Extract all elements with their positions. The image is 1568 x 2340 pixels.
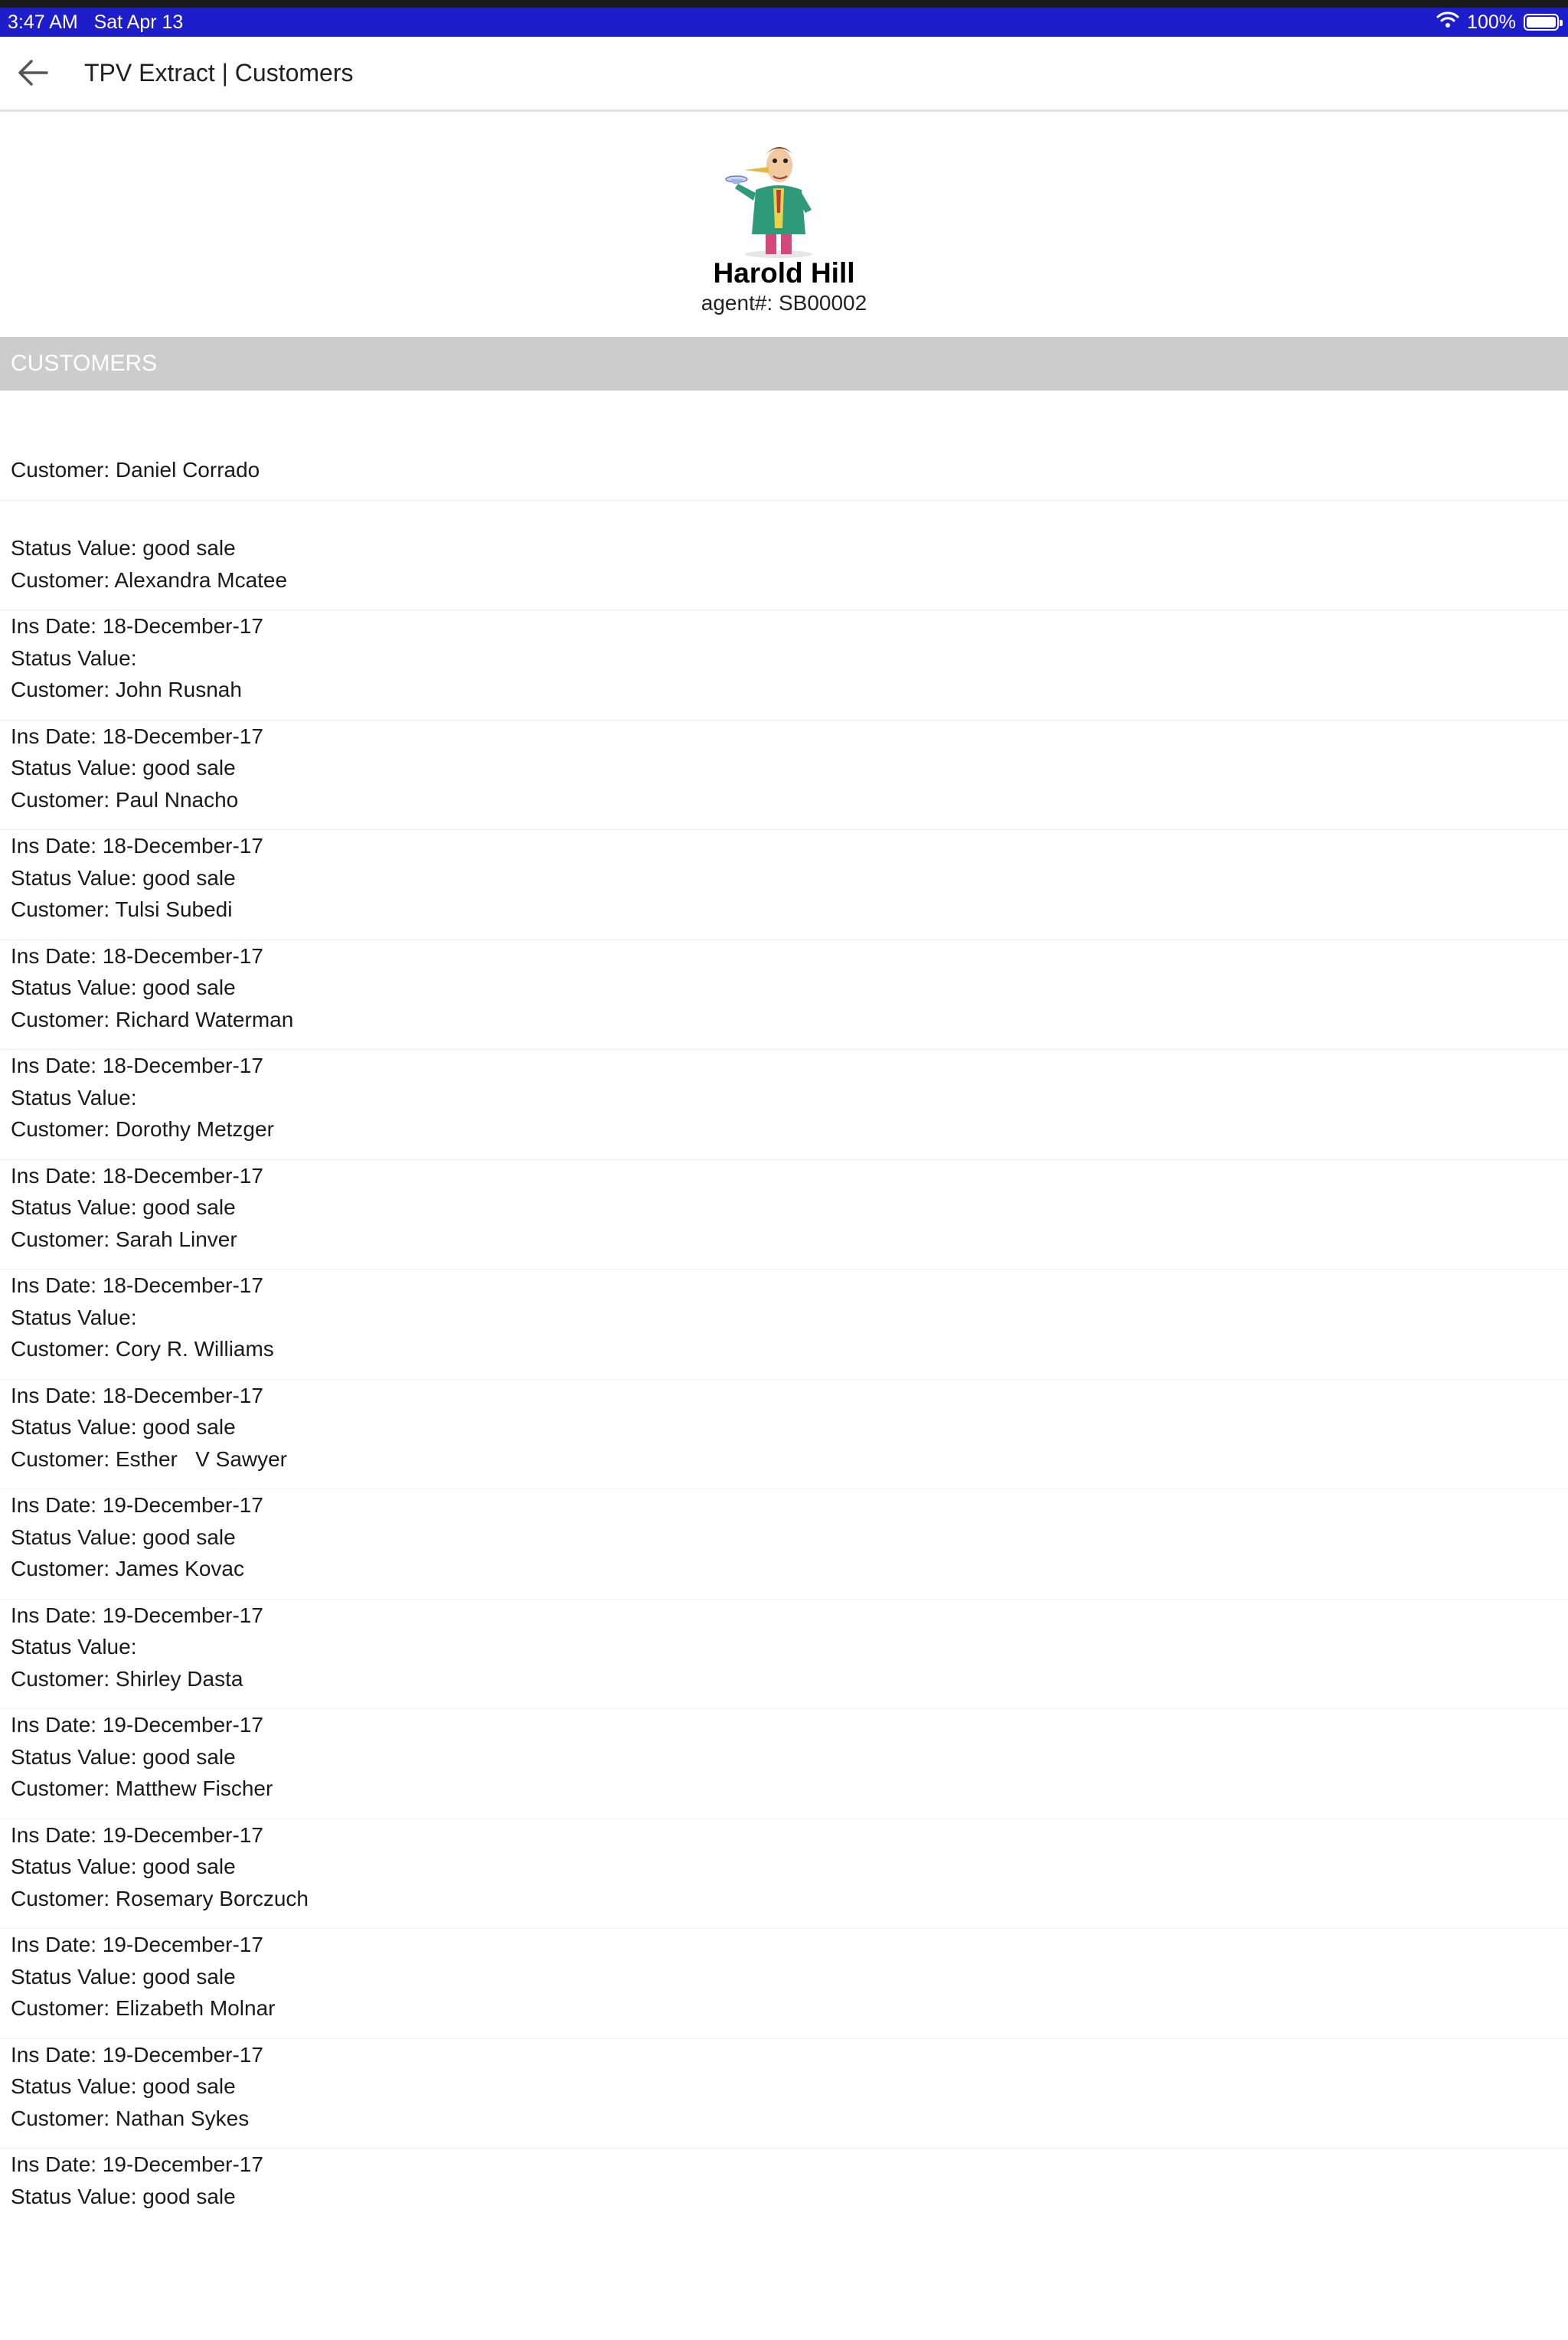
customer-name: Customer: Cory R. Williams	[11, 1337, 274, 1361]
status-value: Status Value:	[11, 1305, 137, 1329]
customer-name: Customer: Daniel Corrado	[11, 458, 260, 482]
customer-name: Customer: Sarah Linver	[11, 1227, 237, 1251]
arrow-left-icon	[16, 57, 50, 88]
status-bar	[0, 8, 1568, 37]
status-value: Status Value:	[11, 645, 137, 670]
top-bezel	[0, 0, 1568, 8]
ins-date: Ins Date: 19-December-17	[11, 1822, 263, 1847]
customer-name: Customer: Richard Waterman	[11, 1007, 294, 1031]
ins-date: Ins Date: 18-December-17	[11, 834, 263, 858]
ins-date: Ins Date: 19-December-17	[11, 1713, 263, 1737]
page-title: TPV Extract | Customers	[84, 59, 354, 87]
customer-name: Customer: Nathan Sykes	[11, 2106, 250, 2130]
status-time-date	[8, 8, 183, 37]
status-date: Sat Apr 13	[93, 11, 184, 33]
status-value: Status Value: good sale	[11, 865, 236, 890]
status-value: Status Value: good sale	[11, 1415, 236, 1439]
status-indicators	[1436, 8, 1559, 37]
status-value: Status Value: good sale	[11, 1855, 236, 1878]
customer-name: Customer: Rosemary Borczuch	[11, 1886, 309, 1910]
customer-name: Customer: Elizabeth Molnar	[11, 1996, 276, 2020]
agent-name: Harold Hill	[713, 257, 855, 289]
status-value: Status Value: good sale	[11, 1195, 236, 1219]
ins-date	[11, 2262, 1568, 2288]
customer-name: Customer: Alexandra Mcatee	[11, 567, 288, 592]
status-value: Status Value: good sale	[11, 536, 236, 560]
status-value: Status Value: good sale	[11, 1964, 236, 1989]
customer-name: Customer: Paul Nnacho	[11, 787, 239, 812]
wifi-icon	[1436, 8, 1459, 37]
ins-date: Ins Date: 18-December-17	[11, 1163, 263, 1188]
agent-profile	[0, 112, 1568, 337]
ins-date: Ins Date: 19-December-17	[11, 1493, 263, 1517]
status-value: Status Value: good sale	[11, 1525, 236, 1549]
customer-name: Customer: James Kovac	[11, 1557, 244, 1580]
ins-date: Ins Date: 18-December-17	[11, 943, 263, 968]
customer-list[interactable]	[0, 391, 1568, 2208]
app-bar	[0, 37, 1568, 112]
status-value: Status Value: good sale	[11, 2074, 236, 2098]
ins-date: Ins Date: 19-December-17	[11, 1603, 263, 1627]
customer-name: Customer: John Rusnah	[11, 678, 242, 701]
agent-id: agent#: SB00002	[701, 291, 867, 315]
status-value: Status Value: good sale	[11, 756, 236, 779]
ins-date: Ins Date: 19-December-17	[11, 1933, 263, 1956]
customer-name: Customer: Dorothy Metzger	[11, 1117, 274, 1141]
ins-date: Ins Date: 18-December-17	[11, 1054, 263, 1077]
customer-name: Customer: Shirley Dasta	[11, 1666, 243, 1691]
ins-date: Ins Date: 18-December-17	[11, 614, 263, 638]
ins-date: Ins Date: 18-December-17	[11, 724, 263, 748]
customer-name: Customer: Tulsi Subedi	[11, 897, 233, 921]
ins-date: Ins Date: 18-December-17	[11, 1273, 263, 1297]
ins-date: Ins Date: 19-December-17	[11, 2042, 263, 2067]
customer-name: Customer: Matthew Fischer	[11, 1776, 273, 1800]
avatar	[721, 136, 836, 259]
battery-percent: 100%	[1467, 11, 1516, 33]
status-value: Status Value: good sale	[11, 1744, 236, 1769]
status-time: 3:47 AM	[8, 11, 78, 33]
customer-name: Customer: Esther V Sawyer	[11, 1446, 288, 1471]
battery-icon	[1524, 14, 1559, 31]
status-value: Status Value:	[11, 1085, 137, 1110]
status-value: Status Value:	[11, 1635, 137, 1659]
status-value: Status Value: good sale	[11, 2184, 236, 2208]
back-button[interactable]	[8, 47, 58, 98]
ins-date: Ins Date: 19-December-17	[11, 2152, 263, 2176]
customers-section-header: CUSTOMERS	[0, 337, 1568, 391]
status-value: Status Value: good sale	[11, 976, 236, 999]
ins-date: Ins Date: 18-December-17	[11, 1383, 263, 1407]
